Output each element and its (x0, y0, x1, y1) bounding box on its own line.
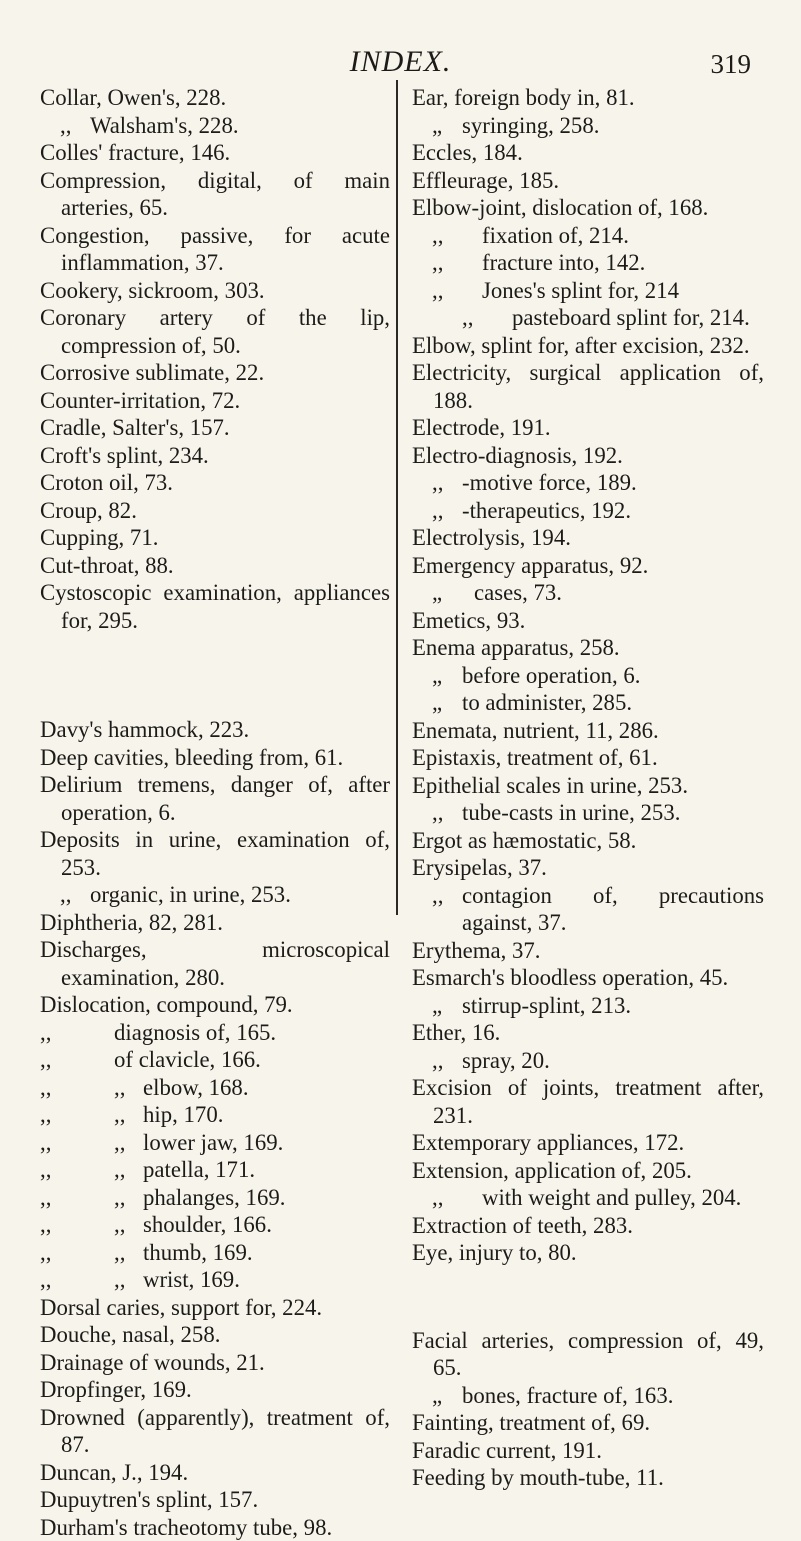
section-gap (412, 1267, 764, 1327)
index-subentry: ,, ,, patella, 171. (40, 1156, 390, 1184)
index-entry: Ear, foreign body in, 81. (412, 84, 764, 112)
index-entry: Croton oil, 73. (40, 469, 390, 497)
index-subentry: „ bones, fracture of, 163. (412, 1382, 764, 1410)
index-entry: Emetics, 93. (412, 607, 764, 635)
index-entry: Cut-throat, 88. (40, 552, 390, 580)
index-entry: Colles' fracture, 146. (40, 139, 390, 167)
index-entry: Elbow-joint, dislocation of, 168. (412, 194, 764, 222)
index-subentry: ,, diagnosis of, 165. (40, 1019, 390, 1047)
index-subentry: ,, fixation of, 214. (412, 222, 764, 250)
page-number: 319 (711, 46, 752, 82)
index-entry: Dupuytren's splint, 157. (40, 1486, 390, 1514)
index-subentry: „ before operation, 6. (412, 662, 764, 690)
index-subentry: ,, fracture into, 142. (412, 249, 764, 277)
index-entry: Electricity, surgical application of, 188. (412, 359, 764, 414)
index-entry: Dislocation, compound, 79. (40, 991, 390, 1019)
index-entry: Cystoscopic examination, appliances for, 295. (40, 579, 390, 634)
index-entry: Electro-diagnosis, 192. (412, 442, 764, 470)
index-entry: Enema apparatus, 258. (412, 634, 764, 662)
index-entry: Erythema, 37. (412, 937, 764, 965)
index-entry: Esmarch's bloodless operation, 45. (412, 964, 764, 992)
page-title: INDEX. (0, 44, 801, 80)
running-header (0, 44, 801, 84)
column-divider (396, 80, 398, 915)
index-subentry: „ stirrup-splint, 213. (412, 992, 764, 1020)
index-subentry: ,, ,, hip, 170. (40, 1101, 390, 1129)
index-subentry: ,, spray, 20. (412, 1047, 764, 1075)
index-entry: Dropfinger, 169. (40, 1376, 390, 1404)
index-entry: Deposits in urine, examination of, 253. (40, 826, 390, 881)
index-subentry: ,, pasteboard splint for, 214. (412, 304, 764, 332)
index-entry: Cupping, 71. (40, 524, 390, 552)
index-entry: Douche, nasal, 258. (40, 1321, 390, 1349)
index-column-left (40, 84, 390, 1541)
index-subentry: „ cases, 73. (412, 579, 764, 607)
index-entry: Durham's tracheotomy tube, 98. (40, 1514, 390, 1541)
index-entry: Duncan, J., 194. (40, 1459, 390, 1487)
index-entry: Counter-irritation, 72. (40, 387, 390, 415)
index-entry: Enemata, nutrient, 11, 286. (412, 717, 764, 745)
index-entry: Epithelial scales in urine, 253. (412, 772, 764, 800)
index-entry: Croft's splint, 234. (40, 442, 390, 470)
index-entry: Davy's hammock, 223. (40, 716, 390, 744)
index-entry: Cookery, sickroom, 303. (40, 277, 390, 305)
index-entry: Deep cavities, bleeding from, 61. (40, 744, 390, 772)
index-entry: Excision of joints, treatment after, 231. (412, 1074, 764, 1129)
index-entry: Ether, 16. (412, 1019, 764, 1047)
index-subentry: ,, ,, thumb, 169. (40, 1239, 390, 1267)
index-entry: Effleurage, 185. (412, 167, 764, 195)
index-subentry: ,, ,, wrist, 169. (40, 1266, 390, 1294)
index-entry: Extemporary appliances, 172. (412, 1129, 764, 1157)
index-subentry: „ syringing, 258. (412, 112, 764, 140)
index-entry: Elbow, splint for, after excision, 232. (412, 332, 764, 360)
index-entry: Discharges, microscopical examination, 280. (40, 936, 390, 991)
index-entry: Coronary artery of the lip, compression of, 50. (40, 304, 390, 359)
index-entry: Feeding by mouth-tube, 11. (412, 1464, 764, 1492)
index-subentry: ,, organic, in urine, 253. (40, 881, 390, 909)
index-entry: Faradic current, 191. (412, 1437, 764, 1465)
index-entry: Eccles, 184. (412, 139, 764, 167)
index-entry: Cradle, Salter's, 157. (40, 414, 390, 442)
index-subentry: ,, with weight and pulley, 204. (412, 1184, 764, 1212)
index-entry: Diphtheria, 82, 281. (40, 909, 390, 937)
index-entry: Ergot as hæmostatic, 58. (412, 827, 764, 855)
index-column-right (412, 84, 764, 1492)
index-entry: Croup, 82. (40, 497, 390, 525)
index-subentry: ,, ,, lower jaw, 169. (40, 1129, 390, 1157)
index-entry: Corrosive sublimate, 22. (40, 359, 390, 387)
index-subentry: ,, ,, phalanges, 169. (40, 1184, 390, 1212)
index-subentry: ,, ,, elbow, 168. (40, 1074, 390, 1102)
index-subentry: ,, Walsham's, 228. (40, 112, 390, 140)
index-entry: Electrode, 191. (412, 414, 764, 442)
index-subentry: ,, tube-casts in urine, 253. (412, 799, 764, 827)
section-gap (40, 634, 390, 716)
index-entry: Eye, injury to, 80. (412, 1239, 764, 1267)
index-entry: Facial arteries, compression of, 49, 65. (412, 1327, 764, 1382)
index-entry: Delirium tremens, danger of, after operation, 6. (40, 771, 390, 826)
index-entry: Extraction of teeth, 283. (412, 1212, 764, 1240)
index-subentry: ,, contagion of, precautions against, 37. (412, 882, 764, 937)
index-subentry: ,, of clavicle, 166. (40, 1046, 390, 1074)
index-subentry: ,, Jones's splint for, 214 (412, 277, 764, 305)
index-entry: Dorsal caries, support for, 224. (40, 1294, 390, 1322)
index-subentry: ,, ,, shoulder, 166. (40, 1211, 390, 1239)
index-entry: Extension, application of, 205. (412, 1157, 764, 1185)
index-entry: Drowned (apparently), treatment of, 87. (40, 1404, 390, 1459)
index-entry: Epistaxis, treatment of, 61. (412, 744, 764, 772)
index-entry: Congestion, passive, for acute inflammation, 37. (40, 222, 390, 277)
index-entry: Collar, Owen's, 228. (40, 84, 390, 112)
index-entry: Drainage of wounds, 21. (40, 1349, 390, 1377)
index-entry: Electrolysis, 194. (412, 524, 764, 552)
index-entry: Emergency apparatus, 92. (412, 552, 764, 580)
index-entry: Fainting, treatment of, 69. (412, 1409, 764, 1437)
index-entry: Compression, digital, of main arteries, 65. (40, 167, 390, 222)
index-subentry: ,, -therapeutics, 192. (412, 497, 764, 525)
index-subentry: „ to administer, 285. (412, 689, 764, 717)
index-subentry: ,, -motive force, 189. (412, 469, 764, 497)
index-entry: Erysipelas, 37. (412, 854, 764, 882)
